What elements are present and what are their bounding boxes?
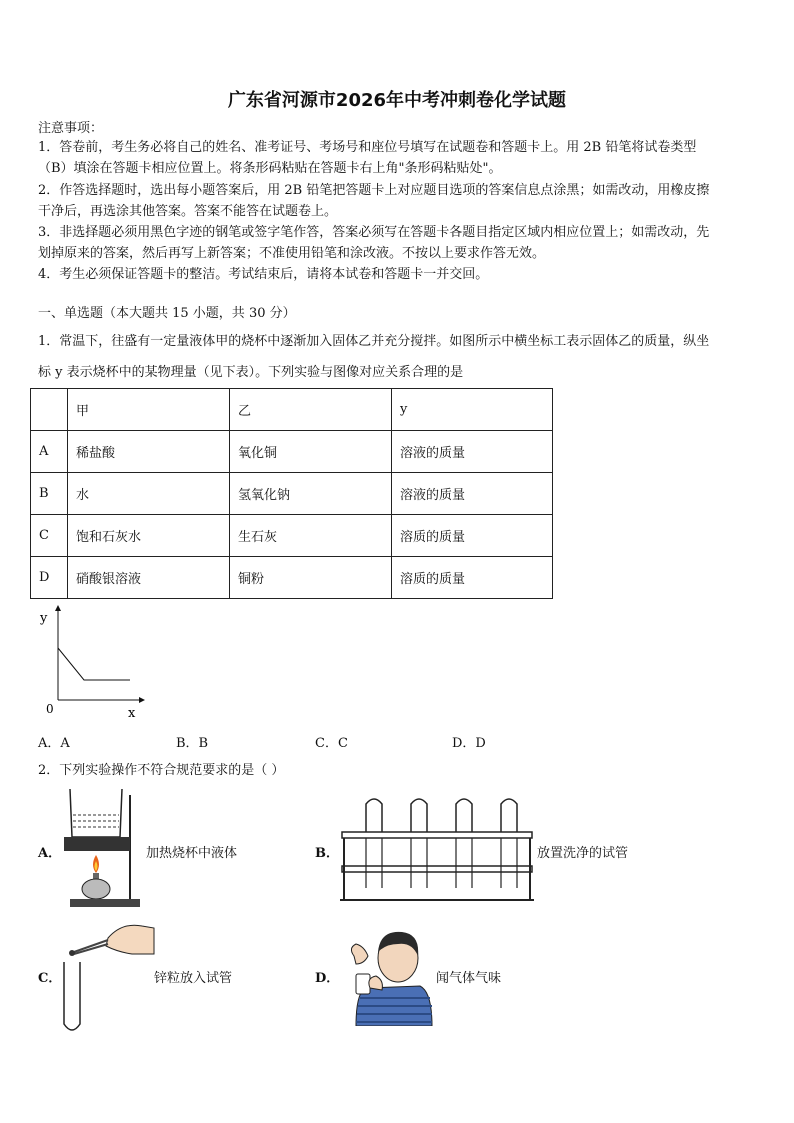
table-cell: 溶质的质量	[392, 557, 553, 599]
q2-option-c-letter[interactable]: C．	[38, 971, 62, 986]
table-row	[31, 515, 553, 557]
table-row	[31, 431, 553, 473]
table-cell: y	[392, 389, 553, 431]
q2-option-a-caption: 加热烧杯中液体	[146, 846, 238, 861]
q1-option-d[interactable]: D．D	[452, 736, 486, 751]
zinc-into-tube-icon	[62, 918, 156, 1036]
table-cell: 溶液的质量	[392, 473, 553, 515]
origin-label: 0	[46, 702, 54, 716]
table-cell: 氧化铜	[230, 431, 392, 473]
notice-item-3-cont: 划掉原来的答案，然后再写上新答案；不准使用铅笔和涂改液。不按以上要求作答无效。	[38, 246, 546, 261]
page-title: 广东省河源市2026年中考冲刺卷化学试题	[227, 90, 567, 111]
notice-item-1: 1．答卷前，考生务必将自己的姓名、准考证号、考场号和座位号填写在试题卷和答题卡上。用 2B 铅笔将试卷类型	[38, 140, 697, 155]
table-row	[31, 473, 553, 515]
table-cell	[31, 389, 68, 431]
table-cell: 铜粉	[230, 557, 392, 599]
q2-option-c-caption: 锌粒放入试管	[154, 971, 233, 986]
smelling-gas-icon	[346, 926, 436, 1026]
table-cell: 氢氧化钠	[230, 473, 392, 515]
question-1-table	[30, 388, 553, 599]
table-cell: 稀盐酸	[68, 431, 230, 473]
question-2-stem: 2．下列实验操作不符合规范要求的是（ ）	[38, 763, 285, 778]
table-cell: 溶液的质量	[392, 431, 553, 473]
test-tube-rack-icon	[338, 796, 536, 904]
table-cell: D	[31, 557, 68, 599]
notice-heading: 注意事项：	[38, 121, 104, 136]
q1-option-b[interactable]: B．B	[176, 736, 209, 751]
q2-option-b-letter[interactable]: B．	[315, 846, 339, 861]
table-row	[31, 557, 553, 599]
notice-item-2: 2．作答选择题时，选出每小题答案后，用 2B 铅笔把答题卡上对应题目选项的答案信息点涂黑；如需改动，用橡皮擦	[38, 183, 710, 198]
table-cell: 乙	[230, 389, 392, 431]
q2-option-d-caption: 闻气体气味	[436, 971, 502, 986]
q2-option-b-caption: 放置洗净的试管	[537, 846, 629, 861]
question-1-stem: 1．常温下，往盛有一定量液体甲的烧杯中逐渐加入固体乙并充分搅拌。如图所示中横坐标工表示固体乙的质量，纵坐	[38, 334, 710, 349]
q1-option-c[interactable]: C．C	[315, 736, 348, 751]
q2-option-d-letter[interactable]: D．	[315, 971, 340, 986]
notice-item-3: 3．非选择题必须用黑色字迹的钢笔或签字笔作答，答案必须写在答题卡各题目指定区域内相应位置上；如需改动，先	[38, 225, 710, 240]
table-cell: 水	[68, 473, 230, 515]
table-cell: B	[31, 473, 68, 515]
table-cell: A	[31, 431, 68, 473]
table-cell: 生石灰	[230, 515, 392, 557]
question-1-graph	[30, 600, 150, 725]
q2-option-a-letter[interactable]: A．	[38, 846, 62, 861]
beaker-heating-icon	[60, 785, 144, 913]
question-1-stem-cont: 标 y 表示烧杯中的某物理量（见下表）。下列实验与图像对应关系合理的是	[38, 365, 464, 380]
notice-item-1-cont: （B）填涂在答题卡相应位置上。将条形码粘贴在答题卡右上角"条形码粘贴处"。	[38, 161, 502, 176]
table-cell: 甲	[68, 389, 230, 431]
table-cell: 硝酸银溶液	[68, 557, 230, 599]
x-axis-label: x	[128, 706, 136, 721]
y-axis-label: y	[40, 611, 48, 626]
graph-curve	[58, 648, 130, 680]
table-header-row	[31, 389, 553, 431]
table-cell: 溶质的质量	[392, 515, 553, 557]
section-heading: 一、单选题（本大题共 15 小题，共 30 分）	[38, 306, 296, 321]
notice-item-2-cont: 干净后，再选涂其他答案。答案不能答在试题卷上。	[38, 204, 338, 219]
q1-option-a[interactable]: A．A	[38, 736, 70, 751]
notice-item-4: 4．考生必须保证答题卡的整洁。考试结束后，请将本试卷和答题卡一并交回。	[38, 267, 489, 282]
table-cell: C	[31, 515, 68, 557]
table-cell: 饱和石灰水	[68, 515, 230, 557]
